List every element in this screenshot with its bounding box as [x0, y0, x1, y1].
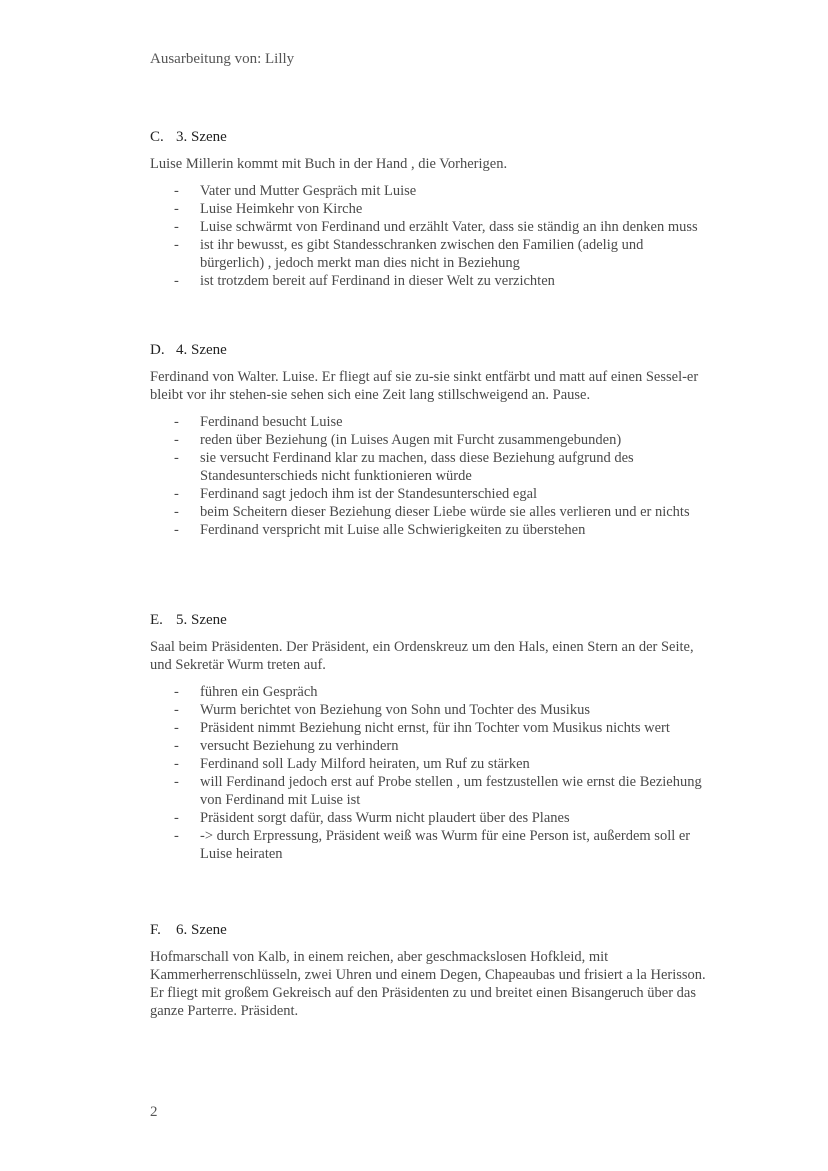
bullet-dash: -	[174, 414, 179, 430]
bullet-dash: -	[174, 201, 179, 217]
section-heading	[150, 128, 710, 146]
section-letter: C.	[150, 129, 164, 145]
bullet-dash: -	[174, 828, 179, 844]
bullet-dash: -	[174, 756, 179, 772]
section-title: 3. Szene	[176, 129, 227, 145]
list-item	[150, 773, 710, 809]
section-heading	[150, 921, 710, 939]
section-scene-3	[150, 128, 710, 290]
bullet-list	[150, 182, 710, 290]
list-item-text: Ferdinand sagt jedoch ihm ist der Standesunterschied egal	[200, 486, 538, 502]
page-number: 2	[150, 1104, 158, 1120]
section-heading	[150, 611, 710, 629]
section-scene-6	[150, 921, 710, 1020]
list-item-text: Präsident sorgt dafür, dass Wurm nicht plaudert über des Planes	[200, 810, 570, 826]
section-title: 4. Szene	[176, 342, 227, 358]
list-item-text: will Ferdinand jedoch erst auf Probe stellen , um festzustellen wie ernst die Beziehung von Ferdinand mit Luise ist	[200, 774, 702, 808]
list-item	[150, 827, 710, 863]
list-item	[150, 701, 710, 719]
list-item	[150, 683, 710, 701]
section-letter: E.	[150, 612, 163, 628]
list-item	[150, 485, 710, 503]
list-item-text: sie versucht Ferdinand klar zu machen, dass diese Beziehung aufgrund des Standesunterschieds nicht funktionieren würde	[200, 450, 634, 484]
bullet-dash: -	[174, 432, 179, 448]
bullet-dash: -	[174, 273, 179, 289]
section-title: 6. Szene	[176, 922, 227, 938]
list-item-text: reden über Beziehung (in Luises Augen mit Furcht zusammengebunden)	[200, 432, 622, 448]
section-scene-5	[150, 611, 710, 863]
list-item	[150, 200, 710, 218]
list-item-text: -> durch Erpressung, Präsident weiß was Wurm für eine Person ist, außerdem soll er Luise heiraten	[200, 828, 691, 862]
bullet-list	[150, 683, 710, 863]
list-item-text: Ferdinand besucht Luise	[200, 414, 343, 430]
list-item-text: ist ihr bewusst, es gibt Standesschranken zwischen den Familien (adelig und bürgerlich) , jedoch merkt man dies nicht in Beziehung	[200, 237, 644, 271]
list-item	[150, 413, 710, 431]
bullet-dash: -	[174, 183, 179, 199]
page-header: Ausarbeitung von: Lilly	[150, 51, 295, 67]
list-item	[150, 503, 710, 521]
section-scene-4	[150, 341, 710, 539]
list-item	[150, 719, 710, 737]
section-letter: D.	[150, 342, 165, 358]
list-item-text: Luise schwärmt von Ferdinand und erzählt Vater, dass sie ständig an ihn denken muss	[200, 219, 698, 235]
list-item-text: führen ein Gespräch	[200, 684, 318, 700]
bullet-dash: -	[174, 720, 179, 736]
list-item	[150, 809, 710, 827]
list-item-text: Wurm berichtet von Beziehung von Sohn und Tochter des Musikus	[200, 702, 590, 718]
bullet-dash: -	[174, 486, 179, 502]
list-item-text: Präsident nimmt Beziehung nicht ernst, für ihn Tochter vom Musikus nichts wert	[200, 720, 670, 736]
section-title: 5. Szene	[176, 612, 227, 628]
section-intro: Luise Millerin kommt mit Buch in der Hand , die Vorherigen.	[150, 156, 508, 172]
bullet-dash: -	[174, 219, 179, 235]
bullet-dash: -	[174, 522, 179, 538]
list-item	[150, 182, 710, 200]
bullet-dash: -	[174, 738, 179, 754]
list-item	[150, 755, 710, 773]
list-item	[150, 218, 710, 236]
list-item	[150, 236, 710, 272]
list-item	[150, 521, 710, 539]
list-item-text: beim Scheitern dieser Beziehung dieser Liebe würde sie alles verlieren und er nichts	[200, 504, 690, 520]
section-letter: F.	[150, 922, 161, 938]
section-heading	[150, 341, 710, 359]
section-intro: Ferdinand von Walter. Luise. Er fliegt auf sie zu-sie sinkt entfärbt und matt auf einen Sessel-er bleibt vor ihr stehen-sie sehen sich eine Zeit lang stillschweigend an. Pause.	[150, 369, 699, 403]
bullet-dash: -	[174, 237, 179, 253]
list-item-text: Vater und Mutter Gespräch mit Luise	[200, 183, 417, 199]
section-intro: Hofmarschall von Kalb, in einem reichen, aber geschmackslosen Hofkleid, mit Kammerherrenschlüsseln, zwei Uhren und einem Degen, Chapeaubas und frisiert a la Herisson. Er fliegt mit großem Gekreisch auf den Präsidenten zu und breitet einen Bisangeruch über das ganze Parterre. Präsident.	[150, 949, 706, 1019]
bullet-dash: -	[174, 504, 179, 520]
list-item	[150, 272, 710, 290]
list-item	[150, 431, 710, 449]
list-item-text: versucht Beziehung zu verhindern	[200, 738, 399, 754]
list-item-text: Ferdinand verspricht mit Luise alle Schwierigkeiten zu überstehen	[200, 522, 586, 538]
bullet-dash: -	[174, 810, 179, 826]
bullet-dash: -	[174, 774, 179, 790]
list-item-text: Ferdinand soll Lady Milford heiraten, um Ruf zu stärken	[200, 756, 530, 772]
bullet-list	[150, 413, 710, 539]
bullet-dash: -	[174, 450, 179, 466]
bullet-dash: -	[174, 702, 179, 718]
list-item	[150, 449, 710, 485]
list-item	[150, 737, 710, 755]
bullet-dash: -	[174, 684, 179, 700]
list-item-text: ist trotzdem bereit auf Ferdinand in dieser Welt zu verzichten	[200, 273, 555, 289]
list-item-text: Luise Heimkehr von Kirche	[200, 201, 363, 217]
section-intro: Saal beim Präsidenten. Der Präsident, ein Ordenskreuz um den Hals, einen Stern an der Seite, und Sekretär Wurm treten auf.	[150, 639, 694, 673]
